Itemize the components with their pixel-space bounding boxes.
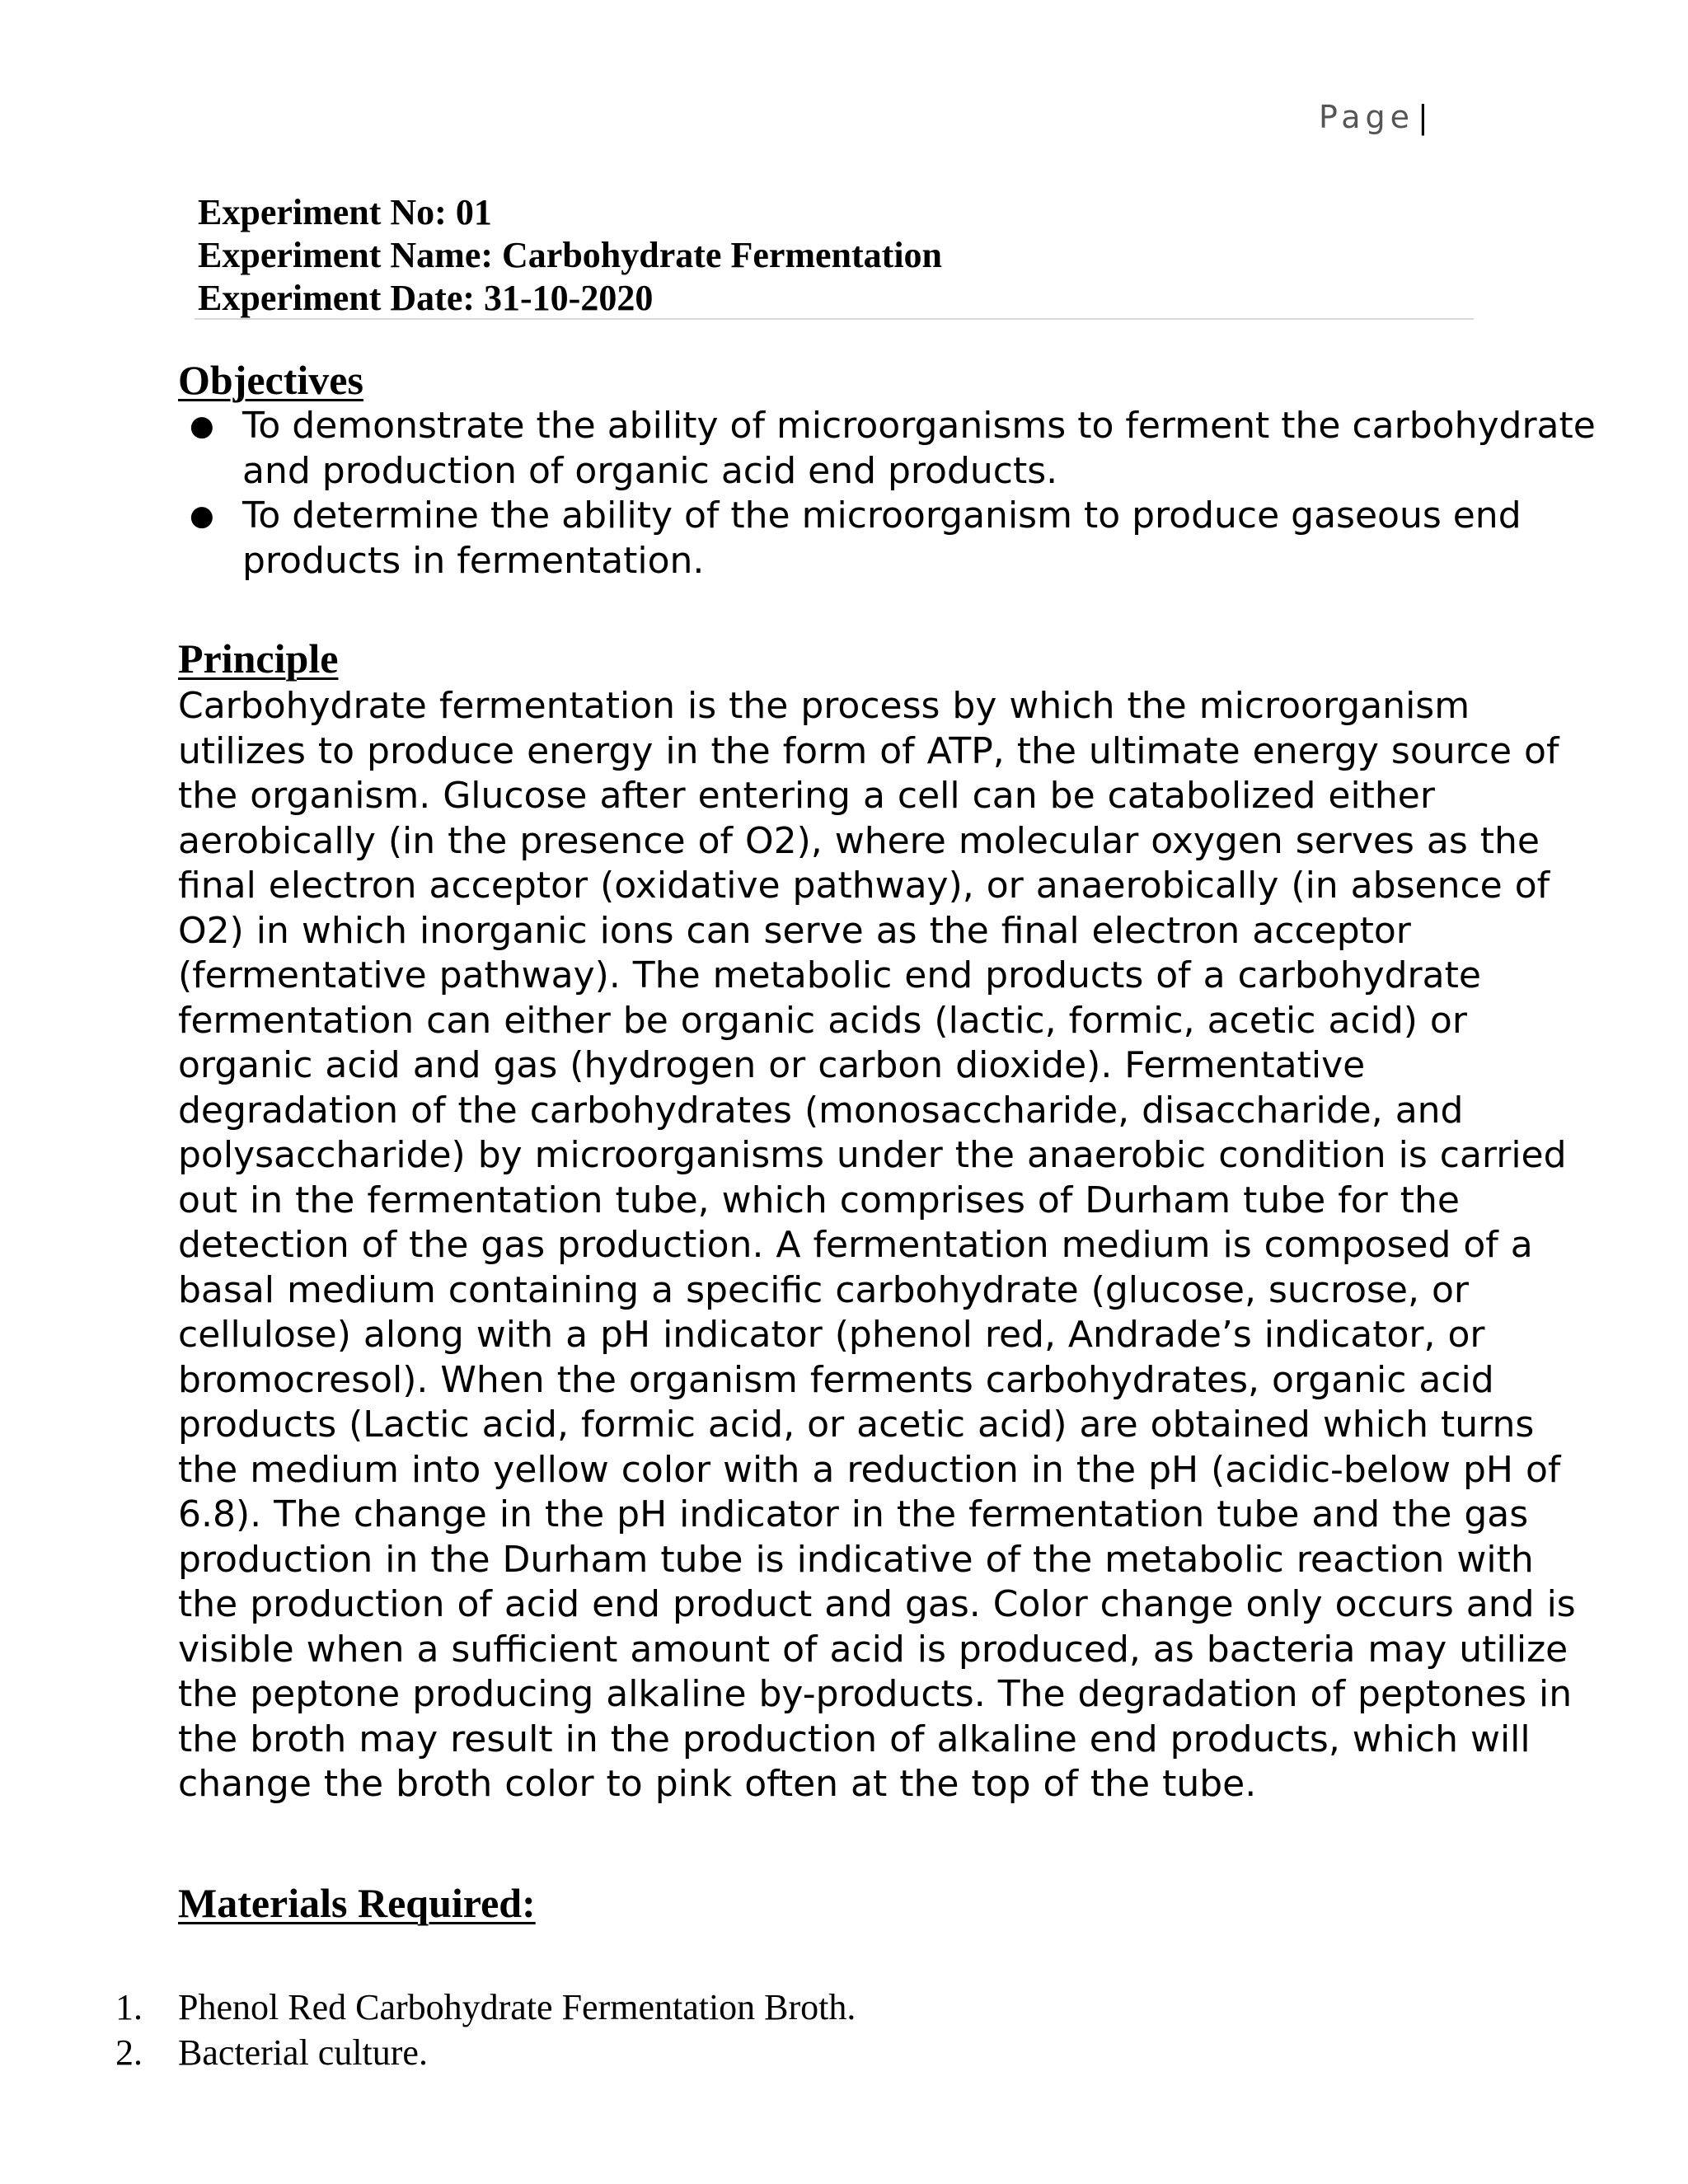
material-item <box>115 2030 856 2075</box>
bullet-icon: ● <box>190 499 214 532</box>
materials-heading: Materials Required: <box>178 1880 536 1926</box>
material-text: Bacterial culture. <box>178 2032 428 2073</box>
objective-item <box>178 404 1596 494</box>
principle-paragraph: Carbohydrate fermentation is the process by which the microorganism utilizes to produce energy in the form of ATP, the ultimate energy source of the organism. Glucose after entering a cell can be catabolized either aerobically (in the presence of O2), where molecular oxygen serves as the final electron acceptor (oxidative pathway), or anaerobically (in absence of O2) in which inorganic ions can serve as the final electron acceptor (fermentative pathway). The metabolic end products of a carbohydrate fermentation can either be organic acids (lactic, formic, acetic acid) or organic acid and gas (hydrogen or carbon dioxide). Fermentative degradation of the carbohydrates (monosaccharide, disaccharide, and polysaccharide) by microorganisms under the anaerobic condition is carried out in the fermentation tube, which comprises of Durham tube for the detection of the gas production. A fermentation medium is composed of a basal medium containing a specific carbohydrate (glucose, sucrose, or cellulose) along with a pH indicator (phenol red, Andrade’s indicator, or bromocresol). When the organism ferments carbohydrates, organic acid products (Lactic acid, formic acid, or acetic acid) are obtained which turns the medium into yellow color with a reduction in the pH (acidic-below pH of 6.8). The change in the pH indicator in the fermentation tube and the gas production in the Durham tube is indicative of the metabolic reaction with the production of acid end product and gas. Color change only occurs and is visible when a sufficient amount of acid is produced, as bacteria may utilize the peptone producing alkaline by-products. The degradation of peptones in the broth may result in the production of alkaline end products, which will change the broth color to pink often at the top of the tube. <box>178 685 1576 1805</box>
objective-text: To demonstrate the ability of microorganisms to ferment the carbohydrate and production of organic acid end products. <box>242 405 1596 492</box>
material-number: 1. <box>115 1987 143 2027</box>
experiment-number: Experiment No: 01 <box>198 192 492 232</box>
page-label-bar: | <box>1418 99 1428 135</box>
objectives-heading: Objectives <box>178 357 363 403</box>
experiment-date: Experiment Date: 31-10-2020 <box>198 278 654 318</box>
objective-text: To determine the ability of the microorganism to produce gaseous end products in fermentation. <box>242 494 1522 582</box>
experiment-name: Experiment Name: Carbohydrate Fermentation <box>198 235 943 275</box>
objectives-list <box>178 404 1596 583</box>
material-number: 2. <box>115 2032 143 2073</box>
material-text: Phenol Red Carbohydrate Fermentation Broth. <box>178 1987 856 2027</box>
objective-item <box>178 494 1596 583</box>
bullet-icon: ● <box>190 410 214 443</box>
experiment-header <box>198 191 1471 320</box>
page-number-label <box>1319 99 1428 135</box>
principle-heading: Principle <box>178 635 339 682</box>
materials-list <box>115 1985 856 2075</box>
header-divider <box>195 318 1474 320</box>
page-label-text: Page <box>1319 99 1414 135</box>
material-item <box>115 1985 856 2030</box>
